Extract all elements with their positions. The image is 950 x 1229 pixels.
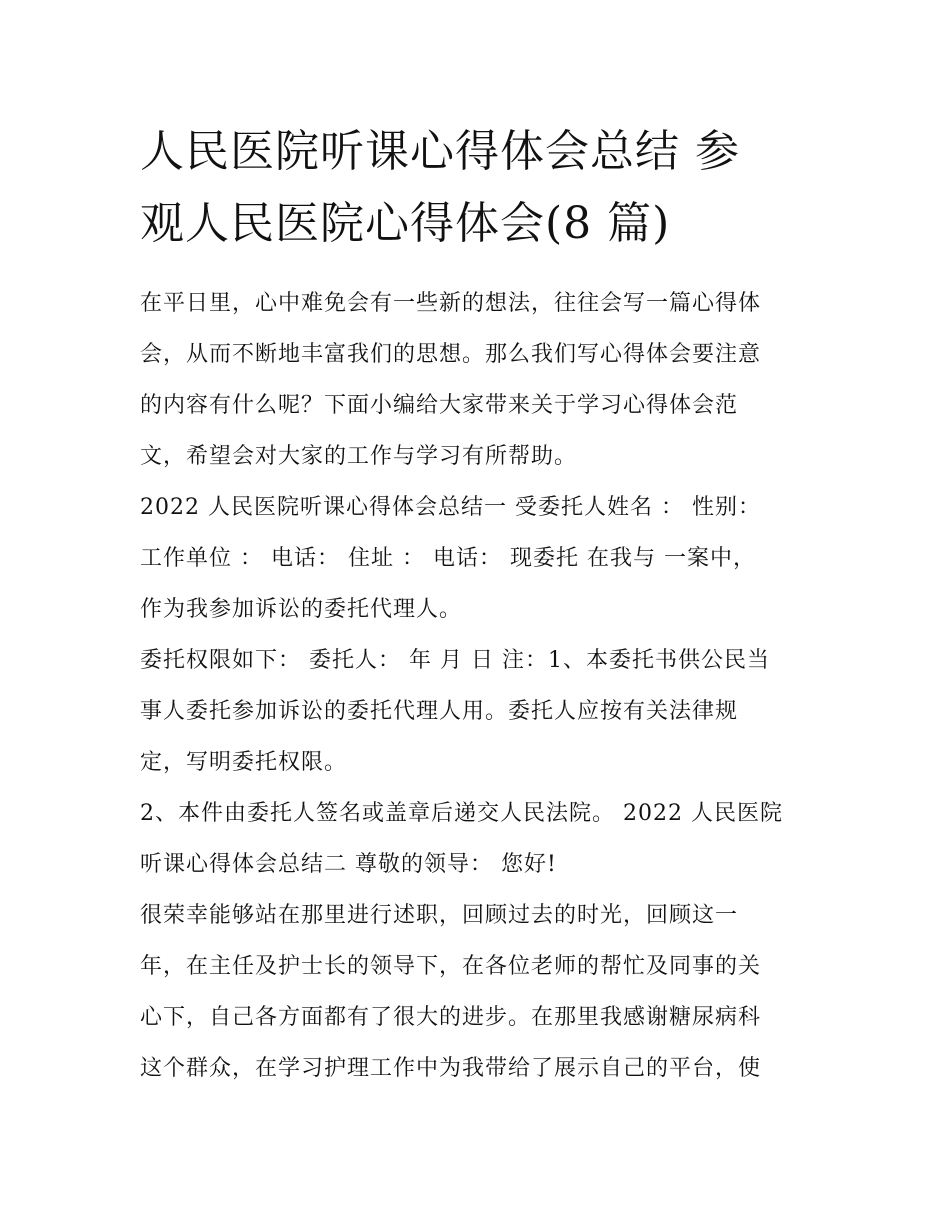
text-line: 的内容有什么呢？下面小编给大家带来关于学习心得体会范 [140,393,739,418]
text-line: 事人委托参加诉讼的委托代理人用。委托人应按有关法律规 [140,699,739,724]
text-line: 很荣幸能够站在那里进行述职，回顾过去的时光，回顾这一 [140,903,739,928]
text-line: 在平日里，心中难免会有一些新的想法，往往会写一篇心得体 [140,291,762,316]
text-line: 委托权限如下： 委托人： 年 月 日 注：1、本委托书供公民当 [140,648,770,673]
text-line: 心下，自己各方面都有了很大的进步。在那里我感谢糖尿病科 [140,1005,762,1030]
text-line: 作为我参加诉讼的委托代理人。 [140,597,463,622]
paragraph-report [140,890,820,1094]
title-line: 观人民医院心得体会(8 篇) [140,198,671,249]
text-line: 2、本件由委托人签名或盖章后递交人民法院。 2022 人民医院 [140,801,783,826]
text-line: 年，在主任及护士长的领导下，在各位老师的帮忙及同事的关 [140,954,762,979]
text-line: 2022 人民医院听课心得体会总结一 受委托人姓名 ： 性别： [140,495,761,520]
paragraph-summary-two [140,788,820,890]
paragraph-authority [140,635,820,788]
text-line: 工作单位 ： 电话： 住址 ： 电话： 现委托 在我与 一案中， [140,546,756,571]
document-title [140,116,820,260]
paragraph-intro [140,278,820,482]
paragraph-summary-one [140,482,820,635]
text-line: 听课心得体会总结二 尊敬的领导： 您好! [140,852,557,877]
title-line: 人民医院听课心得体会总结 参 [140,126,740,177]
text-line: 会，从而不断地丰富我们的思想。那么我们写心得体会要注意 [140,342,762,367]
text-line: 文，希望会对大家的工作与学习有所帮助。 [140,444,578,469]
document-body [140,278,820,1094]
text-line: 定，写明委托权限。 [140,750,348,775]
text-line: 这个群众，在学习护理工作中为我带给了展示自己的平台，使 [140,1056,762,1081]
